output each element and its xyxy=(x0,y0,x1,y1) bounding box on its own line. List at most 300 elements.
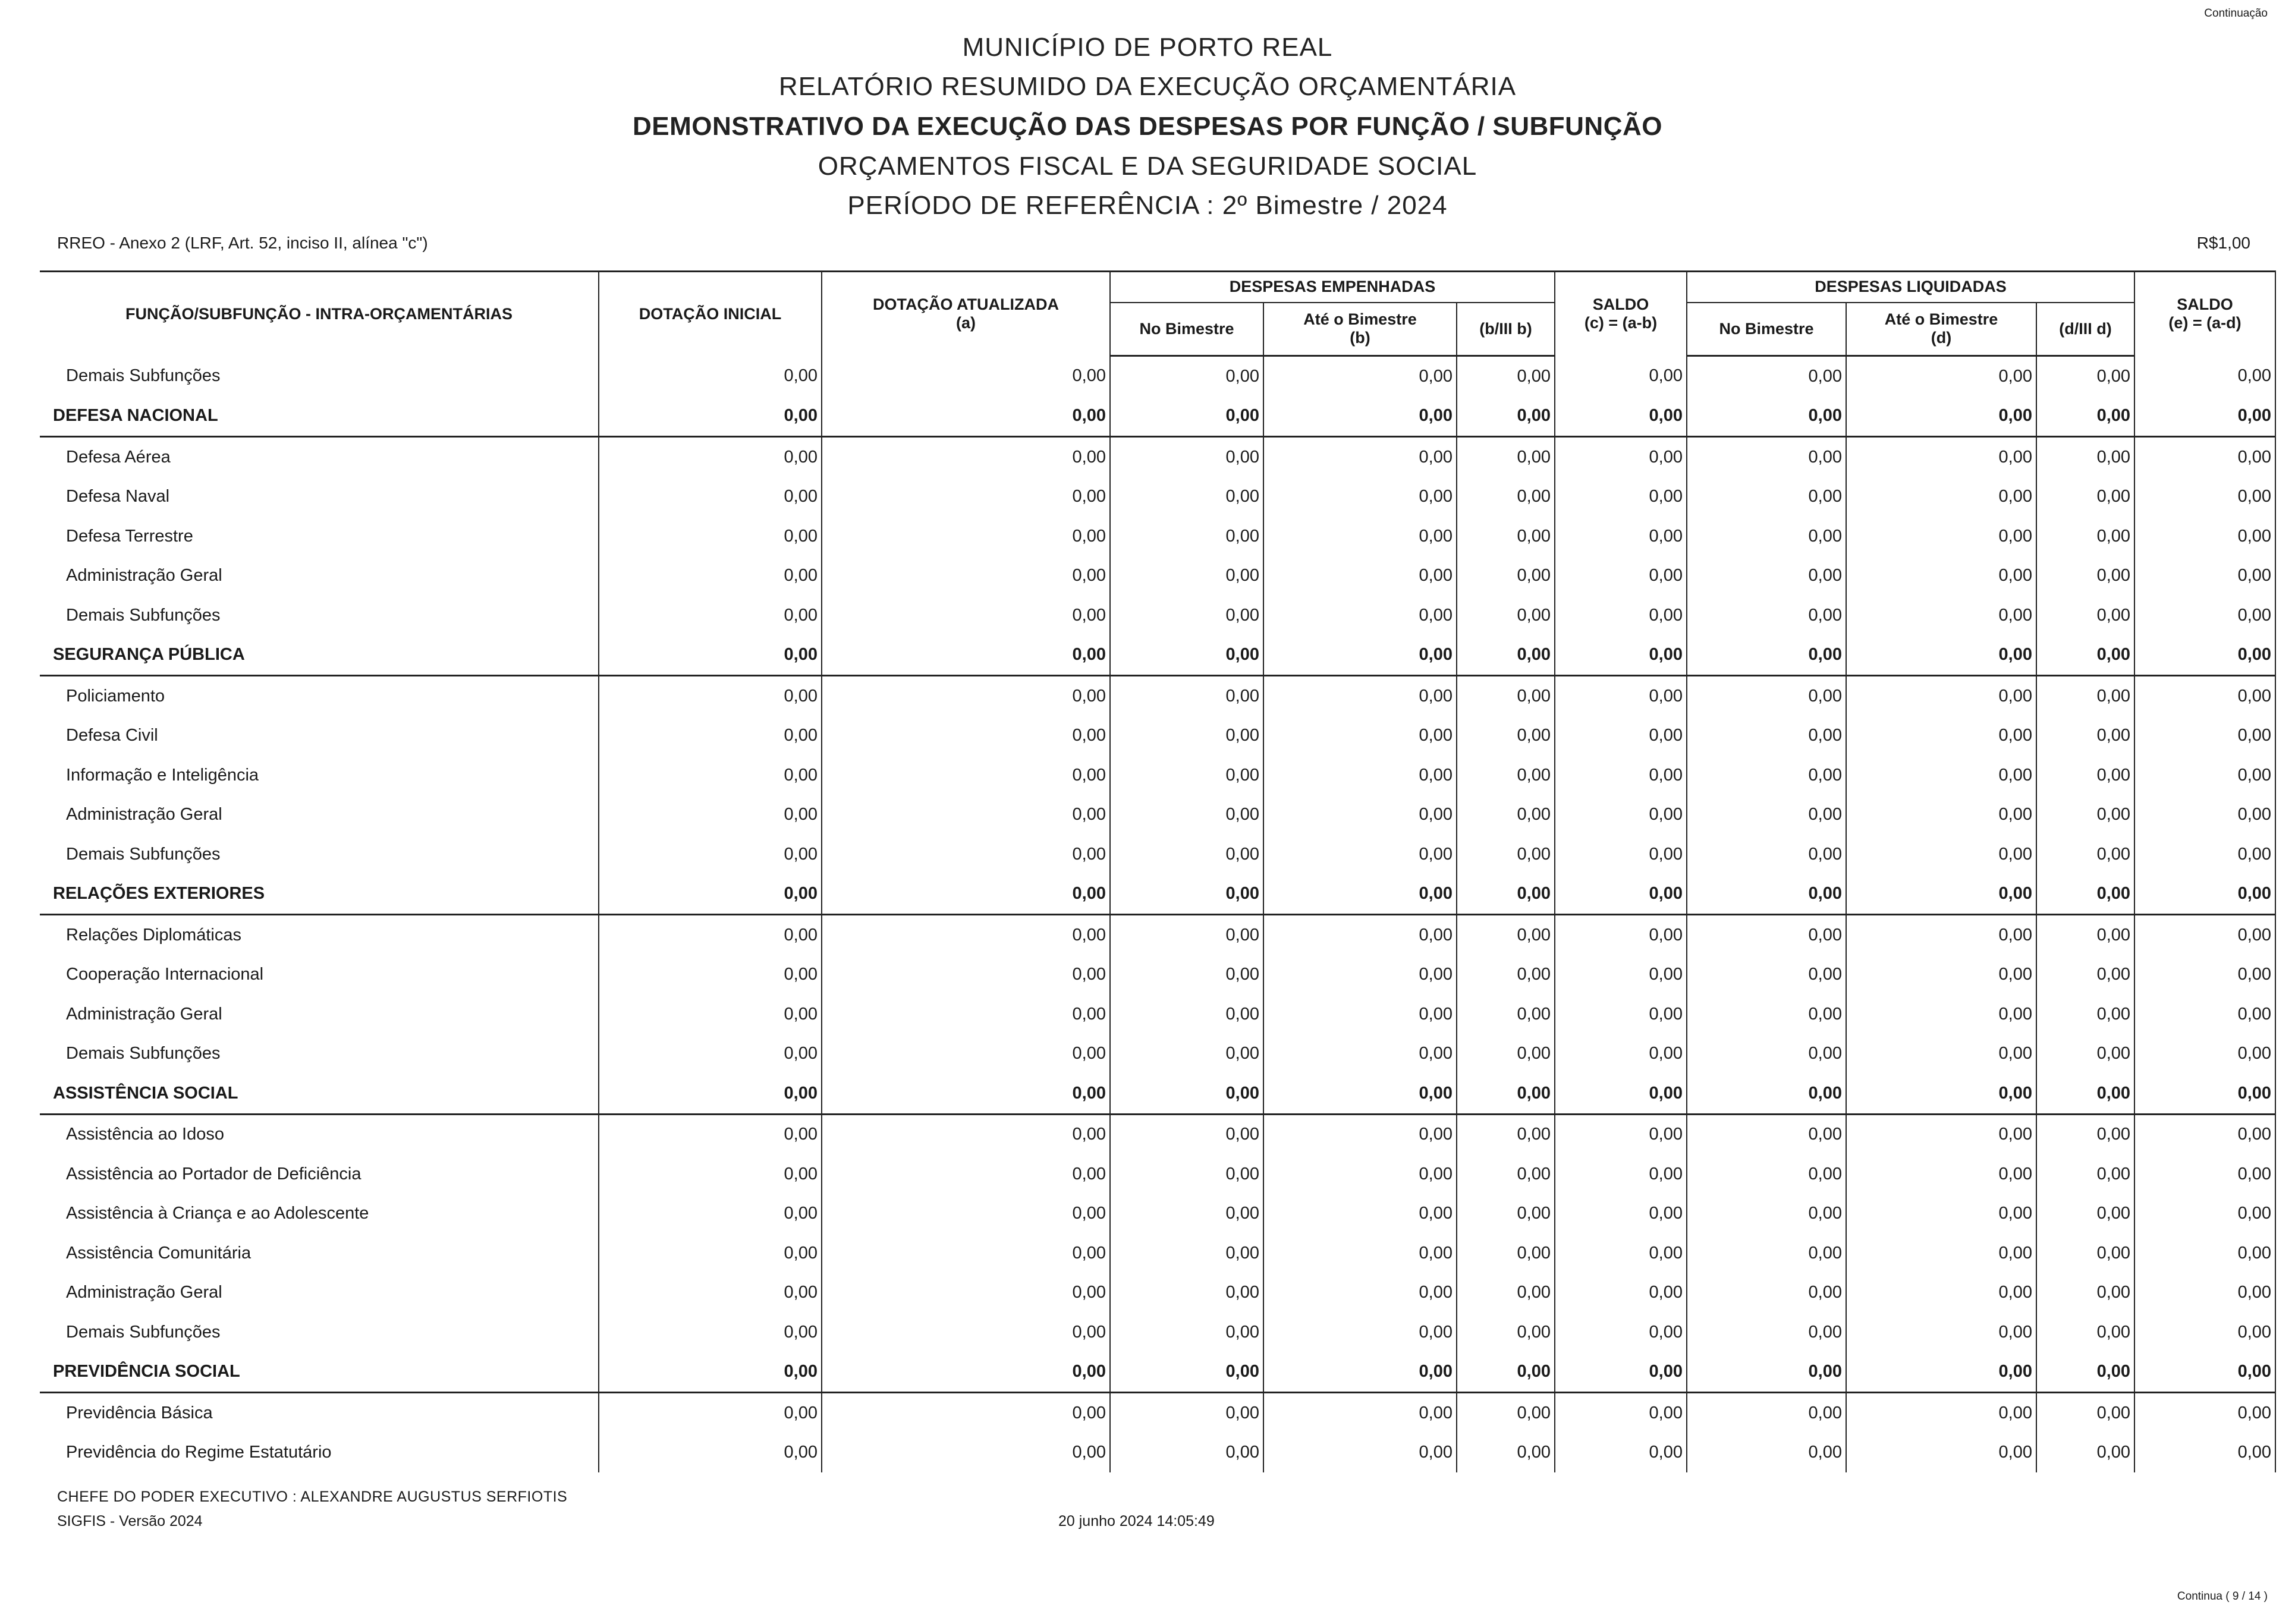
value-cell: 0,00 xyxy=(1687,1393,1846,1433)
value-cell: 0,00 xyxy=(1846,556,2036,596)
value-cell: 0,00 xyxy=(1457,1273,1555,1313)
value-cell: 0,00 xyxy=(1846,874,2036,915)
row-label: Assistência Comunitária xyxy=(40,1233,599,1273)
value-cell: 0,00 xyxy=(599,437,822,477)
value-cell: 0,00 xyxy=(1263,756,1457,795)
row-label: RELAÇÕES EXTERIORES xyxy=(40,874,599,915)
value-cell: 0,00 xyxy=(599,635,822,676)
value-cell: 0,00 xyxy=(1555,1034,1687,1074)
value-cell: 0,00 xyxy=(599,356,822,396)
subfunction-row xyxy=(40,955,2275,995)
value-cell: 0,00 xyxy=(2134,396,2275,437)
value-cell: 0,00 xyxy=(1846,994,2036,1034)
value-cell: 0,00 xyxy=(1555,1074,1687,1114)
value-cell: 0,00 xyxy=(2134,1194,2275,1234)
header-funcao: FUNÇÃO/SUBFUNÇÃO - INTRA-ORÇAMENTÁRIAS xyxy=(40,272,599,356)
value-cell: 0,00 xyxy=(1687,437,1846,477)
value-cell: 0,00 xyxy=(2134,676,2275,716)
value-cell: 0,00 xyxy=(1687,356,1846,396)
value-cell: 0,00 xyxy=(1110,835,1263,874)
value-cell: 0,00 xyxy=(822,994,1110,1034)
value-cell: 0,00 xyxy=(2036,596,2134,635)
subfunction-row xyxy=(40,1313,2275,1352)
value-cell: 0,00 xyxy=(599,1393,822,1433)
value-cell: 0,00 xyxy=(1110,1034,1263,1074)
value-cell: 0,00 xyxy=(2134,915,2275,955)
value-cell: 0,00 xyxy=(1457,756,1555,795)
value-cell: 0,00 xyxy=(1555,915,1687,955)
value-cell: 0,00 xyxy=(1263,1194,1457,1234)
value-cell: 0,00 xyxy=(1687,994,1846,1034)
row-label: SEGURANÇA PÚBLICA xyxy=(40,635,599,676)
value-cell: 0,00 xyxy=(2134,1233,2275,1273)
value-cell: 0,00 xyxy=(1846,1393,2036,1433)
header-despesas-liquidadas: DESPESAS LIQUIDADAS xyxy=(1687,272,2134,303)
footer-generated-date: 20 junho 2024 14:05:49 xyxy=(1058,1513,1215,1529)
value-cell: 0,00 xyxy=(1457,795,1555,835)
value-cell: 0,00 xyxy=(822,1352,1110,1393)
value-cell: 0,00 xyxy=(1555,596,1687,635)
value-cell: 0,00 xyxy=(2036,1194,2134,1234)
row-label: Demais Subfunções xyxy=(40,356,599,396)
value-cell: 0,00 xyxy=(1263,835,1457,874)
value-cell: 0,00 xyxy=(1687,795,1846,835)
value-cell: 0,00 xyxy=(2036,477,2134,517)
value-cell: 0,00 xyxy=(1555,1194,1687,1234)
value-cell: 0,00 xyxy=(1555,477,1687,517)
value-cell: 0,00 xyxy=(2036,517,2134,556)
row-label: Administração Geral xyxy=(40,556,599,596)
subfunction-row xyxy=(40,795,2275,835)
value-cell: 0,00 xyxy=(2134,835,2275,874)
value-cell: 0,00 xyxy=(2036,994,2134,1034)
value-cell: 0,00 xyxy=(1687,1114,1846,1154)
value-cell: 0,00 xyxy=(1846,835,2036,874)
header-dotacao-atualizada: DOTAÇÃO ATUALIZADA (a) xyxy=(822,272,1110,356)
value-cell: 0,00 xyxy=(1263,1433,1457,1473)
value-cell: 0,00 xyxy=(1457,517,1555,556)
value-cell: 0,00 xyxy=(1263,795,1457,835)
value-cell: 0,00 xyxy=(2036,835,2134,874)
expenses-table xyxy=(40,270,2276,1472)
value-cell: 0,00 xyxy=(2134,1154,2275,1194)
value-cell: 0,00 xyxy=(822,596,1110,635)
value-cell: 0,00 xyxy=(1263,1154,1457,1194)
value-cell: 0,00 xyxy=(2134,635,2275,676)
value-cell: 0,00 xyxy=(1846,477,2036,517)
value-cell: 0,00 xyxy=(2036,716,2134,756)
row-label: Assistência ao Idoso xyxy=(40,1114,599,1154)
value-cell: 0,00 xyxy=(822,1433,1110,1473)
value-cell: 0,00 xyxy=(1263,1393,1457,1433)
value-cell: 0,00 xyxy=(2036,1074,2134,1114)
municipality-title: MUNICÍPIO DE PORTO REAL xyxy=(962,33,1333,62)
value-cell: 0,00 xyxy=(2036,356,2134,396)
value-cell: 0,00 xyxy=(2036,756,2134,795)
subfunction-row xyxy=(40,1154,2275,1194)
value-cell: 0,00 xyxy=(1263,1273,1457,1313)
subfunction-row xyxy=(40,556,2275,596)
annex-reference: RREO - Anexo 2 (LRF, Art. 52, inciso II, alínea "c") xyxy=(57,234,428,252)
value-cell: 0,00 xyxy=(599,756,822,795)
value-cell: 0,00 xyxy=(822,635,1110,676)
value-cell: 0,00 xyxy=(599,1233,822,1273)
function-row xyxy=(40,1352,2275,1393)
value-cell: 0,00 xyxy=(1110,396,1263,437)
value-cell: 0,00 xyxy=(2134,716,2275,756)
value-cell: 0,00 xyxy=(1457,1074,1555,1114)
value-cell: 0,00 xyxy=(822,437,1110,477)
subfunction-row xyxy=(40,477,2275,517)
value-cell: 0,00 xyxy=(1555,1433,1687,1473)
value-cell: 0,00 xyxy=(1263,915,1457,955)
value-cell: 0,00 xyxy=(599,596,822,635)
value-cell: 0,00 xyxy=(1846,517,2036,556)
value-cell: 0,00 xyxy=(2036,635,2134,676)
row-label: Demais Subfunções xyxy=(40,1313,599,1352)
value-cell: 0,00 xyxy=(822,1233,1110,1273)
value-cell: 0,00 xyxy=(1846,635,2036,676)
value-cell: 0,00 xyxy=(599,835,822,874)
value-cell: 0,00 xyxy=(599,1352,822,1393)
value-cell: 0,00 xyxy=(1457,955,1555,995)
value-cell: 0,00 xyxy=(1110,1352,1263,1393)
value-cell: 0,00 xyxy=(1846,396,2036,437)
value-cell: 0,00 xyxy=(1687,676,1846,716)
subfunction-row xyxy=(40,915,2275,955)
value-cell: 0,00 xyxy=(2134,517,2275,556)
row-label: Assistência à Criança e ao Adolescente xyxy=(40,1194,599,1234)
value-cell: 0,00 xyxy=(2134,994,2275,1034)
value-cell: 0,00 xyxy=(2036,1393,2134,1433)
value-cell: 0,00 xyxy=(822,396,1110,437)
value-cell: 0,00 xyxy=(1110,1273,1263,1313)
value-cell: 0,00 xyxy=(822,1114,1110,1154)
value-cell: 0,00 xyxy=(599,517,822,556)
row-label: Demais Subfunções xyxy=(40,1034,599,1074)
value-cell: 0,00 xyxy=(2134,1433,2275,1473)
value-cell: 0,00 xyxy=(1110,1074,1263,1114)
subfunction-row xyxy=(40,1233,2275,1273)
value-cell: 0,00 xyxy=(1687,1233,1846,1273)
header-pct-d: (d/III d) xyxy=(2036,303,2134,356)
value-cell: 0,00 xyxy=(599,716,822,756)
value-cell: 0,00 xyxy=(1110,1433,1263,1473)
value-cell: 0,00 xyxy=(1110,517,1263,556)
value-cell: 0,00 xyxy=(2036,1233,2134,1273)
value-cell: 0,00 xyxy=(2134,1114,2275,1154)
value-cell: 0,00 xyxy=(2134,1034,2275,1074)
value-cell: 0,00 xyxy=(2036,437,2134,477)
value-cell: 0,00 xyxy=(1263,556,1457,596)
value-cell: 0,00 xyxy=(2036,396,2134,437)
value-cell: 0,00 xyxy=(1110,915,1263,955)
value-cell: 0,00 xyxy=(599,1433,822,1473)
value-cell: 0,00 xyxy=(822,1194,1110,1234)
value-cell: 0,00 xyxy=(599,994,822,1034)
value-cell: 0,00 xyxy=(2134,1352,2275,1393)
row-label: Previdência Básica xyxy=(40,1393,599,1433)
header-pct-b: (b/III b) xyxy=(1457,303,1555,356)
subfunction-row xyxy=(40,756,2275,795)
subfunction-row xyxy=(40,1433,2275,1473)
value-cell: 0,00 xyxy=(1555,1393,1687,1433)
value-cell: 0,00 xyxy=(1687,1273,1846,1313)
continuation-note-top: Continuação xyxy=(2204,7,2268,20)
value-cell: 0,00 xyxy=(1263,356,1457,396)
value-cell: 0,00 xyxy=(1687,1313,1846,1352)
value-cell: 0,00 xyxy=(1110,556,1263,596)
value-cell: 0,00 xyxy=(1555,1114,1687,1154)
value-cell: 0,00 xyxy=(1457,396,1555,437)
value-cell: 0,00 xyxy=(1457,1433,1555,1473)
function-row xyxy=(40,396,2275,437)
value-cell: 0,00 xyxy=(2134,1273,2275,1313)
value-cell: 0,00 xyxy=(1846,1034,2036,1074)
row-label: Demais Subfunções xyxy=(40,835,599,874)
value-cell: 0,00 xyxy=(2036,874,2134,915)
value-cell: 0,00 xyxy=(1687,955,1846,995)
value-cell: 0,00 xyxy=(1110,437,1263,477)
function-row xyxy=(40,1074,2275,1114)
value-cell: 0,00 xyxy=(1457,477,1555,517)
value-cell: 0,00 xyxy=(2134,795,2275,835)
subfunction-row xyxy=(40,716,2275,756)
value-cell: 0,00 xyxy=(1555,1273,1687,1313)
value-cell: 0,00 xyxy=(1555,356,1687,396)
value-cell: 0,00 xyxy=(599,1273,822,1313)
value-cell: 0,00 xyxy=(2134,1313,2275,1352)
value-cell: 0,00 xyxy=(1846,795,2036,835)
value-cell: 0,00 xyxy=(2134,556,2275,596)
value-cell: 0,00 xyxy=(1110,795,1263,835)
value-cell: 0,00 xyxy=(599,1154,822,1194)
value-cell: 0,00 xyxy=(599,676,822,716)
value-cell: 0,00 xyxy=(1846,1074,2036,1114)
value-cell: 0,00 xyxy=(1457,716,1555,756)
header-saldo-c: SALDO (c) = (a-b) xyxy=(1555,272,1687,356)
value-cell: 0,00 xyxy=(2134,756,2275,795)
value-cell: 0,00 xyxy=(1263,396,1457,437)
value-cell: 0,00 xyxy=(1263,955,1457,995)
value-cell: 0,00 xyxy=(1555,676,1687,716)
value-cell: 0,00 xyxy=(2036,676,2134,716)
value-cell: 0,00 xyxy=(2134,596,2275,635)
row-label: Defesa Aérea xyxy=(40,437,599,477)
value-cell: 0,00 xyxy=(2036,556,2134,596)
value-cell: 0,00 xyxy=(1263,1034,1457,1074)
value-cell: 0,00 xyxy=(1555,1233,1687,1273)
row-label: Defesa Naval xyxy=(40,477,599,517)
value-cell: 0,00 xyxy=(2036,1034,2134,1074)
value-cell: 0,00 xyxy=(1687,1074,1846,1114)
value-cell: 0,00 xyxy=(1687,1154,1846,1194)
subfunction-row xyxy=(40,835,2275,874)
value-cell: 0,00 xyxy=(599,915,822,955)
value-cell: 0,00 xyxy=(1263,994,1457,1034)
value-cell: 0,00 xyxy=(1555,874,1687,915)
value-cell: 0,00 xyxy=(2036,1273,2134,1313)
value-cell: 0,00 xyxy=(1846,1313,2036,1352)
value-cell: 0,00 xyxy=(1687,1352,1846,1393)
value-cell: 0,00 xyxy=(1555,1154,1687,1194)
value-cell: 0,00 xyxy=(1457,676,1555,716)
value-cell: 0,00 xyxy=(1555,1313,1687,1352)
value-cell: 0,00 xyxy=(822,795,1110,835)
value-cell: 0,00 xyxy=(1687,716,1846,756)
value-cell: 0,00 xyxy=(2134,874,2275,915)
value-cell: 0,00 xyxy=(1687,635,1846,676)
value-cell: 0,00 xyxy=(599,1074,822,1114)
value-cell: 0,00 xyxy=(1457,1393,1555,1433)
value-cell: 0,00 xyxy=(822,676,1110,716)
row-label: Administração Geral xyxy=(40,795,599,835)
value-cell: 0,00 xyxy=(1457,835,1555,874)
value-cell: 0,00 xyxy=(1263,1233,1457,1273)
value-cell: 0,00 xyxy=(822,1393,1110,1433)
value-cell: 0,00 xyxy=(1846,1233,2036,1273)
value-cell: 0,00 xyxy=(2036,1313,2134,1352)
value-cell: 0,00 xyxy=(1846,955,2036,995)
value-cell: 0,00 xyxy=(1110,1114,1263,1154)
value-cell: 0,00 xyxy=(1555,1352,1687,1393)
subfunction-row xyxy=(40,1034,2275,1074)
value-cell: 0,00 xyxy=(1846,1154,2036,1194)
value-cell: 0,00 xyxy=(2134,955,2275,995)
value-cell: 0,00 xyxy=(1110,1313,1263,1352)
value-cell: 0,00 xyxy=(1457,1352,1555,1393)
row-label: Previdência do Regime Estatutário xyxy=(40,1433,599,1473)
value-cell: 0,00 xyxy=(1846,915,2036,955)
value-cell: 0,00 xyxy=(1555,994,1687,1034)
value-cell: 0,00 xyxy=(1457,1194,1555,1234)
value-cell: 0,00 xyxy=(822,477,1110,517)
value-cell: 0,00 xyxy=(1687,874,1846,915)
row-label: Assistência ao Portador de Deficiência xyxy=(40,1154,599,1194)
subfunction-row xyxy=(40,676,2275,716)
value-cell: 0,00 xyxy=(1687,756,1846,795)
value-cell: 0,00 xyxy=(599,874,822,915)
value-cell: 0,00 xyxy=(1555,795,1687,835)
value-cell: 0,00 xyxy=(822,1273,1110,1313)
value-cell: 0,00 xyxy=(1457,437,1555,477)
row-label: DEFESA NACIONAL xyxy=(40,396,599,437)
value-cell: 0,00 xyxy=(822,756,1110,795)
value-cell: 0,00 xyxy=(1846,1194,2036,1234)
report-title: RELATÓRIO RESUMIDO DA EXECUÇÃO ORÇAMENTÁRIA xyxy=(778,72,1517,101)
header-saldo-e: SALDO (e) = (a-d) xyxy=(2134,272,2275,356)
value-cell: 0,00 xyxy=(1263,716,1457,756)
subfunction-row xyxy=(40,1194,2275,1234)
value-cell: 0,00 xyxy=(1263,596,1457,635)
subfunction-row xyxy=(40,1393,2275,1433)
value-cell: 0,00 xyxy=(1263,1313,1457,1352)
value-cell: 0,00 xyxy=(1846,1114,2036,1154)
value-cell: 0,00 xyxy=(1555,396,1687,437)
subfunction-row xyxy=(40,994,2275,1034)
header-no-bimestre-empenhadas: No Bimestre xyxy=(1110,303,1263,356)
value-cell: 0,00 xyxy=(1110,635,1263,676)
value-cell: 0,00 xyxy=(822,1034,1110,1074)
value-cell: 0,00 xyxy=(599,1194,822,1234)
budget-scope-title: ORÇAMENTOS FISCAL E DA SEGURIDADE SOCIAL xyxy=(818,152,1477,181)
subfunction-row xyxy=(40,356,2275,396)
value-cell: 0,00 xyxy=(1457,915,1555,955)
value-cell: 0,00 xyxy=(1457,874,1555,915)
row-label: PREVIDÊNCIA SOCIAL xyxy=(40,1352,599,1393)
value-cell: 0,00 xyxy=(1263,1074,1457,1114)
value-cell: 0,00 xyxy=(2036,1433,2134,1473)
value-cell: 0,00 xyxy=(599,396,822,437)
reference-period: PERÍODO DE REFERÊNCIA : 2º Bimestre / 2024 xyxy=(847,191,1448,220)
value-cell: 0,00 xyxy=(1555,716,1687,756)
row-label: ASSISTÊNCIA SOCIAL xyxy=(40,1074,599,1114)
value-cell: 0,00 xyxy=(2036,915,2134,955)
value-cell: 0,00 xyxy=(2036,1154,2134,1194)
value-cell: 0,00 xyxy=(822,356,1110,396)
row-label: Administração Geral xyxy=(40,1273,599,1313)
subfunction-row xyxy=(40,517,2275,556)
value-cell: 0,00 xyxy=(599,1114,822,1154)
value-cell: 0,00 xyxy=(1263,1114,1457,1154)
row-label: Relações Diplomáticas xyxy=(40,915,599,955)
header-dotacao-inicial: DOTAÇÃO INICIAL xyxy=(599,272,822,356)
value-cell: 0,00 xyxy=(1846,596,2036,635)
value-cell: 0,00 xyxy=(1687,835,1846,874)
value-cell: 0,00 xyxy=(822,517,1110,556)
value-cell: 0,00 xyxy=(2036,1114,2134,1154)
value-cell: 0,00 xyxy=(822,1074,1110,1114)
value-cell: 0,00 xyxy=(1846,437,2036,477)
value-cell: 0,00 xyxy=(1110,874,1263,915)
value-cell: 0,00 xyxy=(1457,356,1555,396)
value-cell: 0,00 xyxy=(1457,556,1555,596)
row-label: Administração Geral xyxy=(40,994,599,1034)
row-label: Policiamento xyxy=(40,676,599,716)
value-cell: 0,00 xyxy=(599,1313,822,1352)
value-cell: 0,00 xyxy=(822,556,1110,596)
value-cell: 0,00 xyxy=(1555,835,1687,874)
value-cell: 0,00 xyxy=(1555,556,1687,596)
value-cell: 0,00 xyxy=(2134,1393,2275,1433)
value-cell: 0,00 xyxy=(1263,874,1457,915)
value-cell: 0,00 xyxy=(599,1034,822,1074)
value-cell: 0,00 xyxy=(1263,635,1457,676)
currency-unit: R$1,00 xyxy=(2196,234,2250,252)
function-row xyxy=(40,874,2275,915)
value-cell: 0,00 xyxy=(1110,955,1263,995)
value-cell: 0,00 xyxy=(1687,556,1846,596)
value-cell: 0,00 xyxy=(1687,1034,1846,1074)
table-body xyxy=(40,356,2275,1473)
value-cell: 0,00 xyxy=(1687,517,1846,556)
value-cell: 0,00 xyxy=(1846,756,2036,795)
value-cell: 0,00 xyxy=(1457,596,1555,635)
value-cell: 0,00 xyxy=(822,835,1110,874)
footer-page-indicator: Continua ( 9 / 14 ) xyxy=(2177,1590,2268,1603)
value-cell: 0,00 xyxy=(2134,356,2275,396)
table-header xyxy=(40,272,2275,356)
value-cell: 0,00 xyxy=(822,1154,1110,1194)
value-cell: 0,00 xyxy=(2036,795,2134,835)
footer-chief-executive: CHEFE DO PODER EXECUTIVO : ALEXANDRE AUGUSTUS SERFIOTIS xyxy=(57,1488,568,1505)
value-cell: 0,00 xyxy=(1846,716,2036,756)
value-cell: 0,00 xyxy=(822,716,1110,756)
header-ate-bimestre-d: Até o Bimestre (d) xyxy=(1846,303,2036,356)
value-cell: 0,00 xyxy=(822,915,1110,955)
value-cell: 0,00 xyxy=(1110,676,1263,716)
subfunction-row xyxy=(40,596,2275,635)
